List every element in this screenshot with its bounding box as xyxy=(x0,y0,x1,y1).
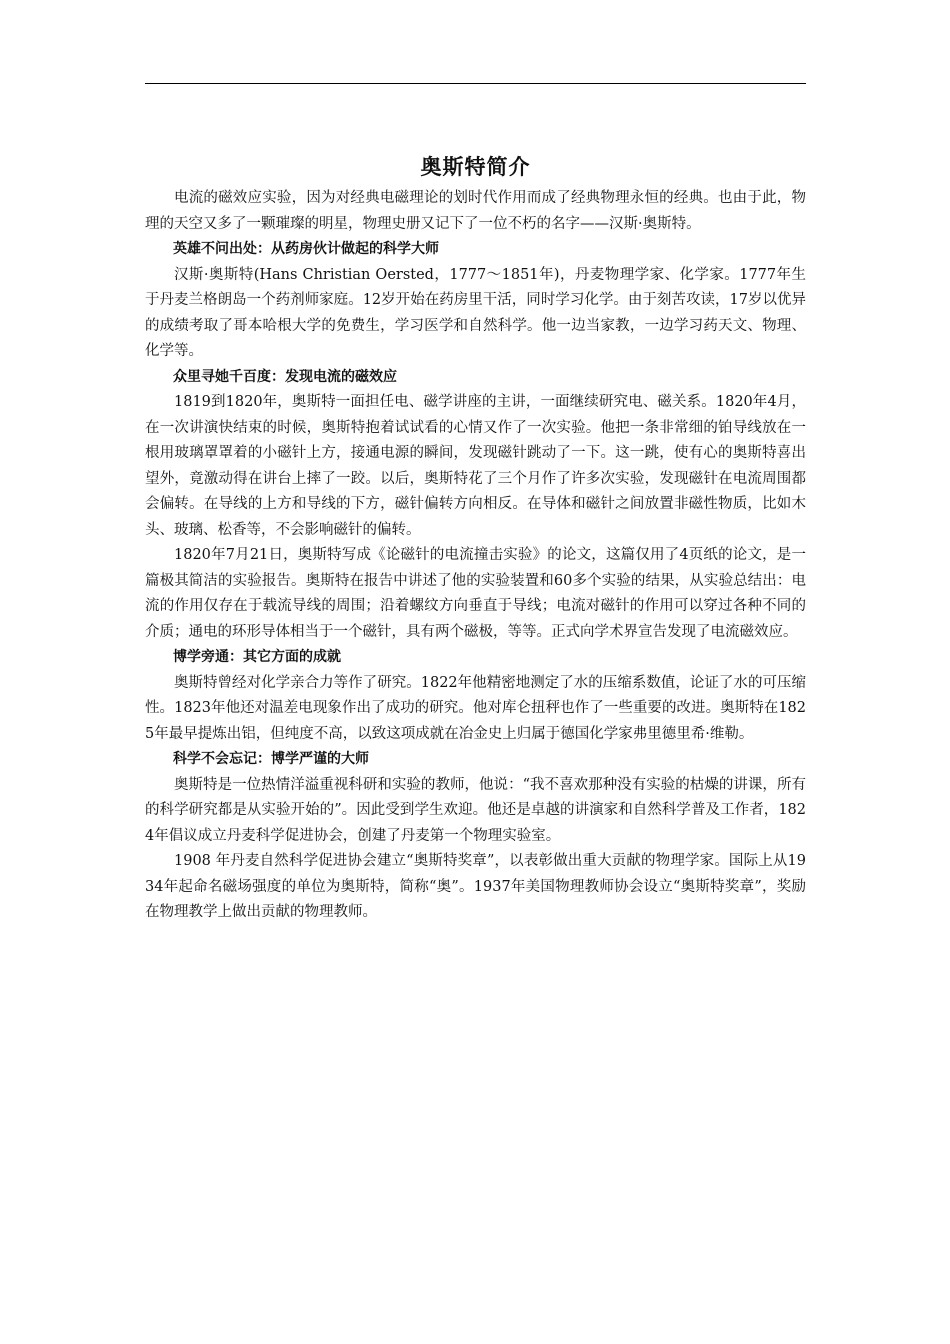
paragraph: 1819到1820年，奥斯特一面担任电、磁学讲座的主讲，一面继续研究电、磁关系。1820年4月，在一次讲演快结束的时候，奥斯特抱着试试看的心情又作了一次实验。他把一条非常细的铂导线放在一根用玻璃罩罩着的小磁针上方，接通电源的瞬间，发现磁针跳动了一下。这一跳，使有心的奥斯特喜出望外，竟激动得在讲台上摔了一跤。以后，奥斯特花了三个月作了许多次实验，发现磁针在电流周围都会偏转。在导线的上方和导线的下方，磁针偏转方向相反。在导体和磁针之间放置非磁性物质，比如木头、玻璃、松香等，不会影响磁针的偏转。 xyxy=(145,394,806,538)
document-body xyxy=(145,152,806,926)
paragraph: 汉斯·奥斯特(Hans Christian Oersted，1777～1851年)，丹麦物理学家、化学家。1777年生于丹麦兰格朗岛一个药剂师家庭。12岁开始在药房里干活，同时学习化学。由于刻苦攻读，17岁以优异的成绩考取了哥本哈根大学的免费生，学习医学和自然科学。他一边当家教，一边学习药天文、物理、化学等。 xyxy=(145,266,806,359)
section-heading-origins: 英雄不问出处：从药房伙计做起的科学大师 xyxy=(173,241,439,257)
paragraph: 1908 年丹麦自然科学促进协会建立“奥斯特奖章”，以表彰做出重大贡献的物理学家。国际上从1934年起命名磁场强度的单位为奥斯特，简称“奥”。1937年美国物理教师协会设立“奥斯特奖章”，奖励在物理教学上做出贡献的物理教师。 xyxy=(145,853,806,920)
section-heading-legacy: 科学不会忘记：博学严谨的大师 xyxy=(173,751,369,767)
section-heading-other-achievements: 博学旁通：其它方面的成就 xyxy=(173,649,341,665)
paragraph: 奥斯特是一位热情洋溢重视科研和实验的教师，他说：“我不喜欢那种没有实验的枯燥的讲课，所有的科学研究都是从实验开始的”。因此受到学生欢迎。他还是卓越的讲演家和自然科学普及工作者，1824年倡议成立丹麦科学促进协会，创建了丹麦第一个物理实验室。 xyxy=(145,776,806,844)
document-title: 奥斯特简介 xyxy=(420,155,531,179)
paragraph: 奥斯特曾经对化学亲合力等作了研究。1822年他精密地测定了水的压缩系数值，论证了水的可压缩性。1823年他还对温差电现象作出了成功的研究。他对库仑扭秤也作了一些重要的改进。奥斯特在1825年最早提炼出铝，但纯度不高，以致这项成就在冶金史上归属于德国化学家弗里德里希·维勒。 xyxy=(145,674,806,742)
header-rule xyxy=(145,83,806,84)
intro-paragraph: 电流的磁效应实验，因为对经典电磁理论的划时代作用而成了经典物理永恒的经典。也由于此，物理的天空又多了一颗璀璨的明星，物理史册又记下了一位不朽的名字——汉斯·奥斯特。 xyxy=(145,190,806,232)
paragraph: 1820年7月21日，奥斯特写成《论磁针的电流撞击实验》的论文，这篇仅用了4页纸的论文，是一篇极其简洁的实验报告。奥斯特在报告中讲述了他的实验装置和60多个实验的结果，从实验总结出：电流的作用仅存在于载流导线的周围；沿着螺纹方向垂直于导线；电流对磁针的作用可以穿过各种不同的介质；通电的环形导体相当于一个磁针，具有两个磁极，等等。正式向学术界宣告发现了电流磁效应。 xyxy=(145,547,806,640)
section-heading-discovery: 众里寻她千百度：发现电流的磁效应 xyxy=(173,368,397,385)
